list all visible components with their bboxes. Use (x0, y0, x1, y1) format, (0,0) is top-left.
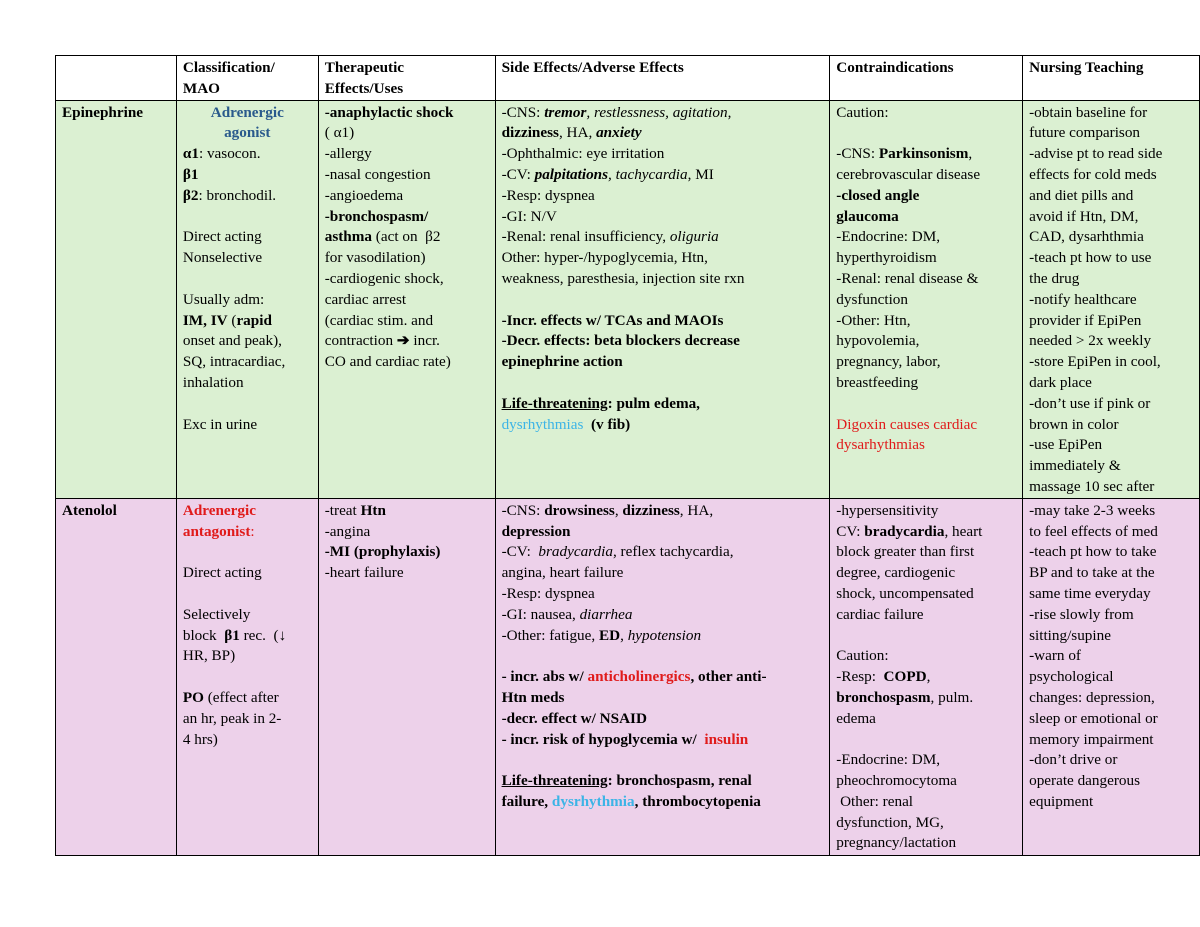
atenolol-nursing: -may take 2-3 weeks to feel effects of med -teach pt how to take BP and to take at the same time everyday -rise slowly from sitting/supine -warn of psychological changes: depression, sleep or emotional or memory impairment -don’t drive or operate dangerous equipment (1023, 498, 1200, 855)
header-row (56, 56, 1200, 101)
epinephrine-row (56, 100, 1200, 498)
atenolol-classification: Adrenergic antagonist: Direct acting Selectively block β1 rec. (↓ HR, BP) PO (effect after an hr, peak in 2- 4 hrs) (176, 498, 318, 855)
epinephrine-classification: Adrenergic agonist α1: vasocon. β1 β2: bronchodil. Direct acting Nonselective Usually adm: IM, IV (rapid onset and peak), SQ, intracardiac, inhalation Exc in urine (176, 100, 318, 498)
header-drug (56, 56, 177, 101)
drug-name-atenolol: Atenolol (56, 498, 177, 855)
epinephrine-side-effects: -CNS: tremor, restlessness, agitation, dizziness, HA, anxiety -Ophthalmic: eye irritation -CV: palpitations, tachycardia, MI -Resp: dyspnea -GI: N/V -Renal: renal insufficiency, oliguria Other: hyper-/hypoglycemia, Htn, weakness, paresthesia, injection site rxn -Incr. effects w/ TCAs and MAOIs -Decr. effects: beta blockers decrease epinephrine action Life-threatening: pulm edema, dysrhythmias (v fib) (495, 100, 830, 498)
drug-comparison-table (55, 55, 1200, 856)
atenolol-therapeutic: -treat Htn -angina -MI (prophylaxis) -heart failure (318, 498, 495, 855)
arrow-right-icon: ➔ (396, 332, 410, 350)
epinephrine-therapeutic: -anaphylactic shock ( α1) -allergy -nasal congestion -angioedema -bronchospasm/ asthma (act on β2 for vasodilation) -cardiogenic shock, cardiac arrest (cardiac stim. and contraction ➔ incr. CO and cardiac rate) (318, 100, 495, 498)
atenolol-row (56, 498, 1200, 855)
header-contraindications: Contraindications (830, 56, 1023, 101)
epinephrine-contraindications: Caution: -CNS: Parkinsonism, cerebrovascular disease -closed angle glaucoma -Endocrine: DM, hyperthyroidism -Renal: renal disease & dysfunction -Other: Htn, hypovolemia, pregnancy, labor, breastfeeding Digoxin causes cardiac dysarhythmias (830, 100, 1023, 498)
header-classification: Classification/ MAO (176, 56, 318, 101)
header-therapeutic: Therapeutic Effects/Uses (318, 56, 495, 101)
drug-name-epinephrine: Epinephrine (56, 100, 177, 498)
epinephrine-nursing: -obtain baseline for future comparison -advise pt to read side effects for cold meds and diet pills and avoid if Htn, DM, CAD, dysarhthmia -teach pt how to use the drug -notify healthcare provider if EpiPen needed > 2x weekly -store EpiPen in cool, dark place -don’t use if pink or brown in color -use EpiPen immediately & massage 10 sec after (1023, 100, 1200, 498)
atenolol-contraindications: -hypersensitivity CV: bradycardia, heart block greater than first degree, cardiogenic shock, uncompensated cardiac failure Caution: -Resp: COPD, bronchospasm, pulm. edema -Endocrine: DM, pheochromocytoma Other: renal dysfunction, MG, pregnancy/lactation (830, 498, 1023, 855)
header-side-effects: Side Effects/Adverse Effects (495, 56, 830, 101)
atenolol-side-effects: -CNS: drowsiness, dizziness, HA, depression -CV: bradycardia, reflex tachycardia, angina, heart failure -Resp: dyspnea -GI: nausea, diarrhea -Other: fatigue, ED, hypotension - incr. abs w/ anticholinergics, other anti- Htn meds -decr. effect w/ NSAID - incr. risk of hypoglycemia w/ insulin Life-threatening: bronchospasm, renal failure, dysrhythmia, thrombocytopenia (495, 498, 830, 855)
header-nursing: Nursing Teaching (1023, 56, 1200, 101)
